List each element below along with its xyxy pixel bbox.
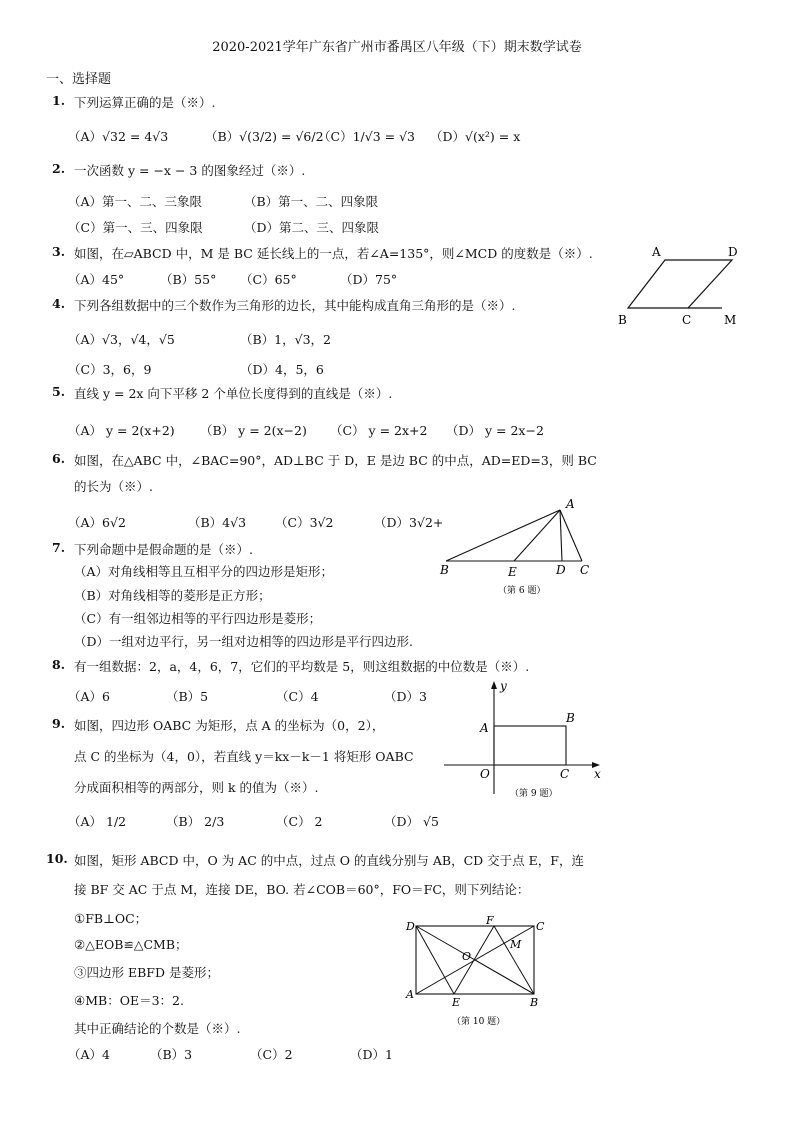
q9-label-a: A xyxy=(480,721,489,735)
q9-option-b: （B） 2/3 xyxy=(166,814,225,829)
q9-option-d: （D） √5 xyxy=(384,814,439,829)
q6-segment-ae xyxy=(514,510,560,561)
q10-label-o: O xyxy=(462,950,472,963)
q3-number: 3. xyxy=(52,244,66,259)
q9-stem-line3: 分成面积相等的两部分，则 k 的值为（※）. xyxy=(74,780,319,795)
q7-option-d: （D）一组对边平行，另一组对边相等的四边形是平行四边形. xyxy=(74,634,413,649)
q3-option-c: （C）65° xyxy=(240,272,297,287)
q9-label-c: C xyxy=(560,767,570,781)
q8-stem: 有一组数据：2，a，4，6，7，它们的平均数是 5，则这组数据的中位数是（※）. xyxy=(74,659,530,674)
q2-option-b: （B）第一、二、四象限 xyxy=(244,194,379,209)
q10-figure-rectangle xyxy=(400,912,560,1032)
q9-number: 9. xyxy=(52,716,66,731)
q6-option-b: （B）4√3 xyxy=(188,515,247,530)
q10-stem-line2: 接 BF 交 AC 于点 M，连接 DE，BO. 若∠COB＝60°，FO＝FC，则下列结论： xyxy=(74,882,530,897)
q1-option-c: （C）1/√3 = √3 xyxy=(318,129,415,144)
q10-label-d: D xyxy=(406,920,415,933)
q1-number: 1. xyxy=(52,93,66,108)
q3-label-a: A xyxy=(652,245,661,259)
q10-option-c: （C）2 xyxy=(250,1047,293,1062)
q6-caption: （第 6 题） xyxy=(498,586,546,596)
q3-option-a: （A）45° xyxy=(68,272,125,287)
q6-figure-triangle xyxy=(436,498,606,603)
q7-stem: 下列命题中是假命题的是（※）. xyxy=(74,542,253,557)
q10-stem-line1: 如图，矩形 ABCD 中，O 为 AC 的中点，过点 O 的直线分别与 AB，CD 交于点 E，F，连 xyxy=(74,853,584,868)
q9-option-a: （A） 1/2 xyxy=(68,814,127,829)
q10-number: 10. xyxy=(46,851,68,866)
q6-stem-line2: 的长为（※）. xyxy=(74,479,153,494)
q1-option-d: （D）√(x²) = x xyxy=(430,129,521,144)
q2-number: 2. xyxy=(52,161,66,176)
q9-y-arrow xyxy=(491,681,497,689)
q9-stem-line2: 点 C 的坐标为（4，0），若直线 y＝kx－k－1 将矩形 OABC xyxy=(74,749,414,764)
page-title: 2020-2021学年广东省广州市番禺区八年级（下）期末数学试卷 xyxy=(212,40,582,55)
q8-option-d: （D）3 xyxy=(384,689,427,704)
q5-option-c: （C） y = 2x+2 xyxy=(330,423,428,438)
q10-segment-de xyxy=(416,926,454,994)
q10-label-e: E xyxy=(452,996,461,1009)
q3-label-m: M xyxy=(724,313,737,327)
q2-option-c: （C）第一、三、四象限 xyxy=(68,220,203,235)
q6-option-c: （C）3√2 xyxy=(275,515,334,530)
q4-stem: 下列各组数据中的三个数作为三角形的边长，其中能构成直角三角形的是（※）. xyxy=(74,298,516,313)
q1-option-a: （A）√32 = 4√3 xyxy=(68,129,169,144)
q5-option-d: （D） y = 2x−2 xyxy=(446,423,544,438)
q10-statement-2: ②△EOB≌△CMB； xyxy=(74,937,188,952)
q3-stem: 如图，在▱ABCD 中，M 是 BC 延长线上的一点，若∠A=135°，则∠MCD 的度数是（※）. xyxy=(74,246,593,261)
q6-segment-ad xyxy=(560,510,562,561)
q9-label-y: y xyxy=(500,679,507,693)
q6-option-a: （A）6√2 xyxy=(68,515,126,530)
q4-number: 4. xyxy=(52,296,66,311)
q10-label-b: B xyxy=(530,996,539,1009)
q10-label-f: F xyxy=(486,914,494,927)
q2-option-a: （A）第一、二、三象限 xyxy=(68,194,203,209)
q6-label-c: C xyxy=(580,563,590,577)
q9-figure-coordinate-rectangle xyxy=(440,676,610,801)
q10-stem-line3: 其中正确结论的个数是（※）. xyxy=(74,1021,241,1036)
q9-caption: （第 9 题） xyxy=(510,789,558,799)
q6-option-d: （D）3√2+ xyxy=(374,515,444,530)
q10-label-a: A xyxy=(406,988,414,1001)
q6-label-d: D xyxy=(556,563,566,577)
section-heading: 一、选择题 xyxy=(46,72,112,87)
q4-option-b: （B）1，√3，2 xyxy=(240,332,332,347)
q10-caption: （第 10 题） xyxy=(452,1017,506,1027)
q6-segment-ac xyxy=(560,510,582,561)
q7-option-b: （B）对角线相等的菱形是正方形； xyxy=(74,588,271,603)
q9-label-x: x xyxy=(594,767,601,781)
q9-option-c: （C） 2 xyxy=(276,814,323,829)
q3-figure-parallelogram xyxy=(610,240,760,335)
q10-option-a: （A）4 xyxy=(68,1047,110,1062)
q9-rectangle-oabc xyxy=(494,726,566,765)
q6-segment-ba xyxy=(446,510,560,561)
q3-option-b: （B）55° xyxy=(160,272,217,287)
q9-label-b: B xyxy=(566,711,575,725)
q8-option-a: （A）6 xyxy=(68,689,110,704)
q3-label-d: D xyxy=(728,245,738,259)
q4-option-a: （A）√3，√4，√5 xyxy=(68,332,175,347)
q2-stem: 一次函数 y = −x − 3 的图象经过（※）. xyxy=(74,163,306,178)
q1-stem: 下列运算正确的是（※）. xyxy=(74,95,216,110)
q10-statement-3: ③四边形 EBFD 是菱形； xyxy=(74,965,219,980)
q8-option-b: （B）5 xyxy=(166,689,209,704)
q8-option-c: （C）4 xyxy=(276,689,319,704)
q6-number: 6. xyxy=(52,451,66,466)
q10-statement-1: ①FB⊥OC； xyxy=(74,911,148,926)
q5-stem: 直线 y = 2x 向下平移 2 个单位长度得到的直线是（※）. xyxy=(74,386,393,401)
q7-option-c: （C）有一组邻边相等的平行四边形是菱形； xyxy=(74,611,322,626)
q9-stem-line1: 如图，四边形 OABC 为矩形，点 A 的坐标为（0，2）， xyxy=(74,718,385,733)
q5-option-a: （A） y = 2(x+2) xyxy=(68,423,175,438)
q10-option-d: （D）1 xyxy=(350,1047,393,1062)
q8-number: 8. xyxy=(52,657,66,672)
q3-parallelogram-shape xyxy=(628,260,732,308)
q4-option-c: （C）3，6，9 xyxy=(68,362,152,377)
q10-label-c: C xyxy=(536,920,545,933)
q10-option-b: （B）3 xyxy=(150,1047,193,1062)
q7-number: 7. xyxy=(52,540,66,555)
q5-option-b: （B） y = 2(x−2) xyxy=(200,423,307,438)
q10-statement-4: ④MB：OE＝3：2. xyxy=(74,993,184,1008)
q6-label-b: B xyxy=(440,563,449,577)
q10-label-m: M xyxy=(510,938,522,951)
q6-label-a: A xyxy=(566,497,575,511)
q9-label-o: O xyxy=(480,767,490,781)
q10-segment-bf xyxy=(494,926,534,994)
q6-stem-line1: 如图，在△ABC 中，∠BAC=90°，AD⊥BC 于 D，E 是边 BC 的中点，AD=ED=3，则 BC xyxy=(74,453,597,468)
q4-option-d: （D）4，5，6 xyxy=(240,362,324,377)
q7-option-a: （A）对角线相等且互相平分的四边形是矩形； xyxy=(74,564,334,579)
q3-label-b: B xyxy=(618,313,627,327)
q1-option-b: （B）√(3/2) = √6/2 xyxy=(205,129,324,144)
q6-label-e: E xyxy=(508,565,517,579)
q3-label-c: C xyxy=(682,313,692,327)
q3-option-d: （D）75° xyxy=(340,272,398,287)
q2-option-d: （D）第二、三、四象限 xyxy=(244,220,380,235)
q5-number: 5. xyxy=(52,384,66,399)
